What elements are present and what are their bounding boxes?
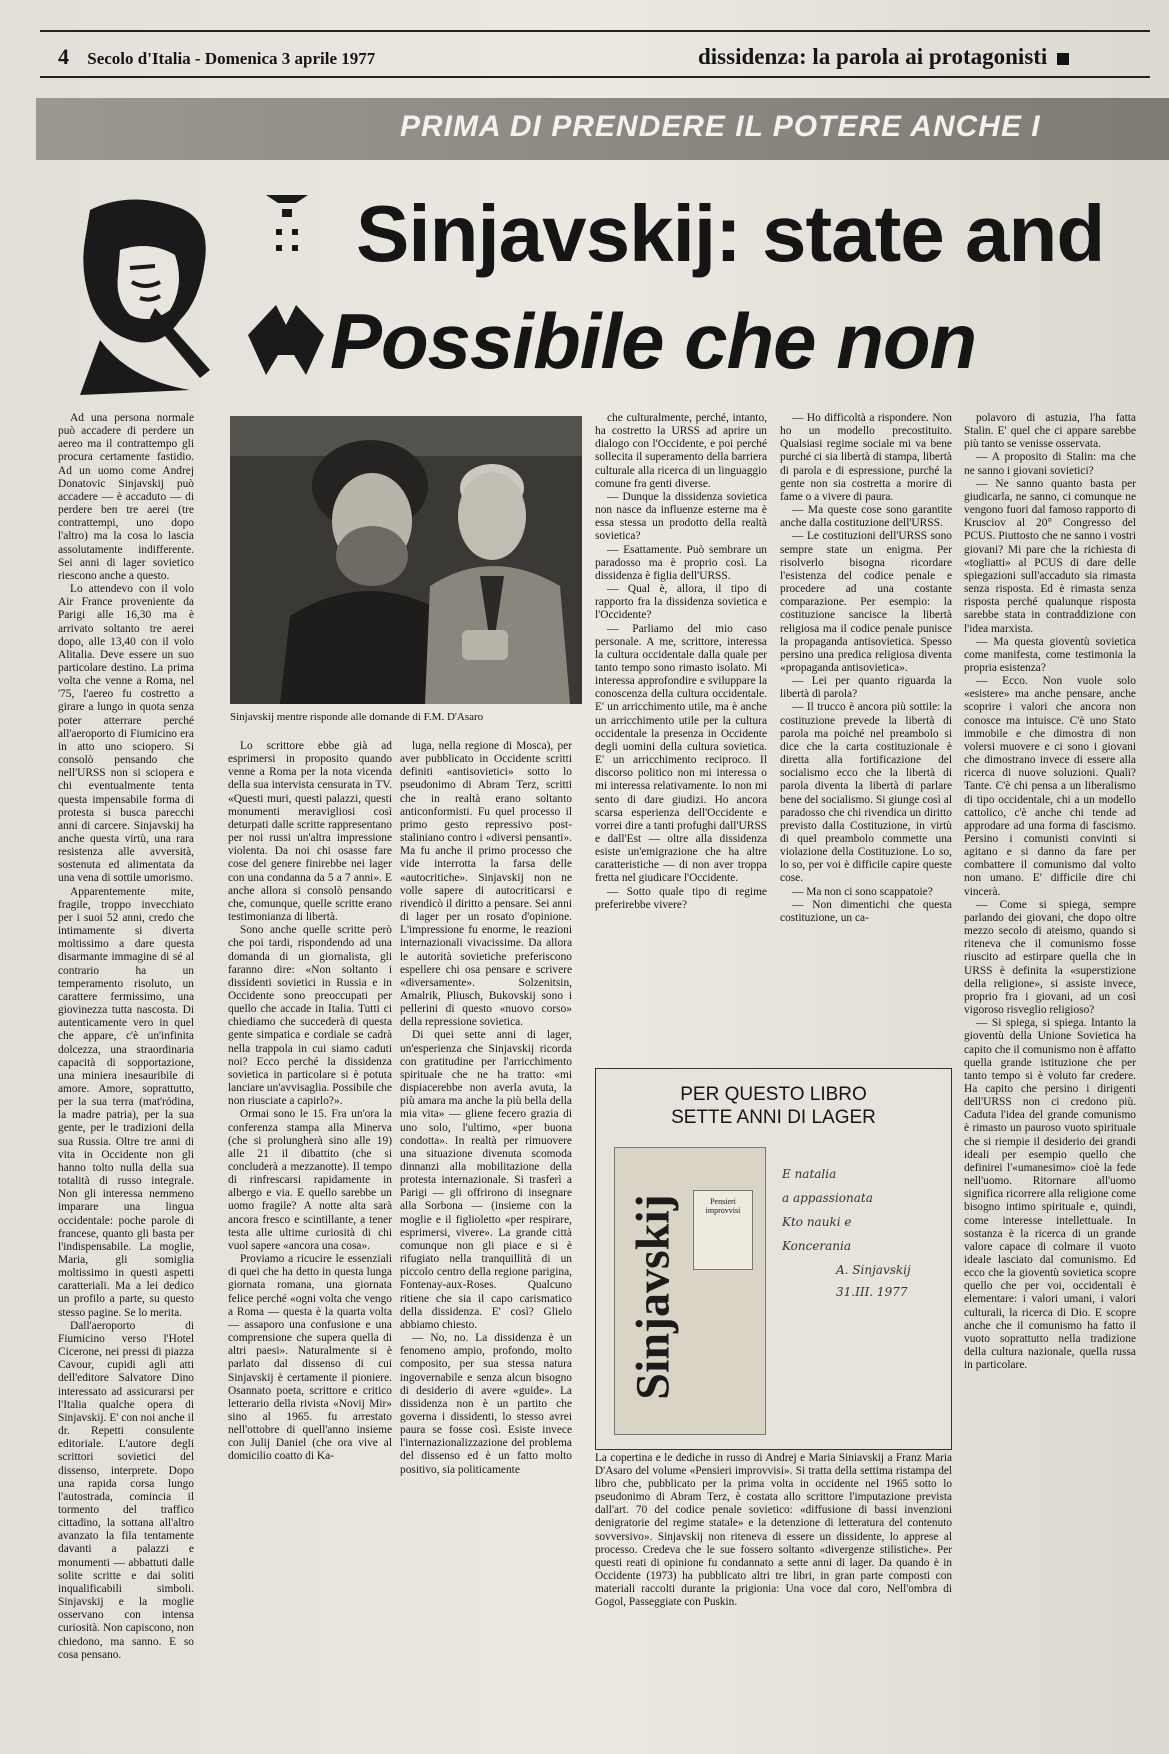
article-column-4 xyxy=(595,412,767,1062)
book-caption: La copertina e le dediche in russo di Andrej e Maria Siniavskij a Franz Maria D'Asaro del volume «Pensieri improvvisi». Si tratta della settima ristampa del libro che, pubblicato per la prima volta in occidente nel 1965 sotto lo pseudonimo di Abram Terz, è costata allo scrittore l'imputazione prevista dall'art. 70 del codice penale sovietico: «diffusione di bassi invenzioni denigratorie del regime statale» e la detenzione di letteratura del contenuto sovversivo». Sinjavskij non riteneva di essere un dissidente, lo apprese al processo. Credeva che le sue fossero soltanto «divergenze stilistiche». Per questi reati di opinione fu condannato a sette anni di lager. Da quando è in Occidente (1973) ha pubblicato altri tre libri, in gran parte composti con materiali raccolti durante la prigionia: Una voce dal coro, Nell'ombra di Gogol, Passeggiate con Puskin. xyxy=(595,1452,952,1609)
paragraph: Lo scrittore ebbe già ad esprimersi in proposito quando venne a Roma per la nota vicenda della sua intervista censurata in TV. «Questi muri, questi palazzi, questi monumenti meravigliosi così deturpati dalle scritte rappresentano per noi russi un'altra impressione violenta. Da noi chi osasse fare cose del genere finirebbe nei lager con una condanna da 5 a 7 anni». E anche allora si consolò pensando che, comunque, quelle scritte erano testimonianza di libertà. xyxy=(228,740,392,924)
paragraph: Di quei sette anni di lager, un'esperienza che Sinjavskij ricorda con gratitudine per l'arricchimento spirituale che ne ha tratto: «mi dispiacerebbe non averla avuta, la più amara ma anche la più bella della mia vita» — gliene fecero grazia di uno solo, l'ultimo, «per buona condotta». In realtà per rimuovere una situazione divenuta scomoda dinnanzi alla mobilitazione della protesta internazionale. Si trasferì a Parigi — gli offrirono di insegnare alla Sorbona — (insieme con la moglie e il figlioletto «per respirare, esprimersi, vivere». La grande città comunque non gli piace e si è rifugiato nella tranquillità di un piccolo centro della regione parigina, Fontenay-aux-Roses. Qualcuno ritiene che sia il capo carismatico della dissidenza. E' così? Glielo abbiamo chiesto. xyxy=(400,1029,572,1331)
paragraph: — Ma non ci sono scappatoie? xyxy=(792,885,933,898)
book-cover-spine xyxy=(623,1172,683,1422)
page-number: 4 xyxy=(58,44,69,69)
square-bullet-icon xyxy=(1057,53,1069,65)
book-cover-title: Sinjavskij xyxy=(626,1194,680,1400)
header-rule xyxy=(40,76,1150,78)
paragraph: Ormai sono le 15. Fra un'ora la conferenza stampa alla Minerva (che si prolungherà sino alle 19) alle 21 il dibattito (che si concluderà a mezzanotte). Il tempo di rinfrescarsi rapidamente in albergo e via. E quello sarebbe un uomo fragile? A notte alta sarà ancora fresco e scintillante, a tener testa alle ultime curiosità di chi vuol sapere «ancora una cosa». xyxy=(228,1108,392,1252)
kicker-text: PRIMA DI PRENDERE IL POTERE ANCHE I xyxy=(400,110,1041,143)
paragraph: — Ma questa gioventù sovietica come manifesta, come testimonia la propria esistenza? xyxy=(964,635,1136,674)
paragraph: — Come si spiega, sempre parlando dei giovani, che dopo oltre mezzo secolo di ateismo, quando si riteneva che il comunismo fosse riuscito ad estirpare quella che in URSS è definita la «superstizione della religione», si assiste invece, proprio fra i giovani, ad un così vigoroso risveglio religioso? xyxy=(964,898,1136,1017)
paragraph: — A proposito di Stalin: ma che ne sanno i giovani sovietici? xyxy=(964,451,1136,477)
paragraph: — Parliamo del mio caso personale. A me, scrittore, interessa la cultura occidentale dalla quale per tanto tempo sono rimasto isolato. Mi interessa approfondire e sviluppare la conoscenza della cultura occidentale. E' un arricchimento utile, ma è anche un arricchimento utile per la cultura occidentale la presenza in Occidente degli uomini della cultura sovietica. E' un arricchimento reciproco. Il discorso politico non mi interessa o mi interessa relativamente. Io non mi sento di dare giudizi. Ho ancora scarsa esperienza dell'Occidente e vorrei dire a tanti profughi dall'URSS e dall'Est — oltre alla dissidenza esiste un'emigrazione che ha altre caratteristiche — di non aver troppa fretta nel giudicare l'Occidente. xyxy=(595,622,767,885)
dedication-line: Kto nauki e xyxy=(782,1215,852,1229)
paragraph: Apparentemente mite, fragile, troppo invecchiato per i suoi 52 anni, credo che intimamente si diverta moltissimo a dare questa disarmante immagine di sé al contrario ha un temperamento risoluto, un carattere fermissimo, una giovinezza tutta nascosta. Di autenticamente vero in quel che appare, c'è un'infinita dolcezza, una straordinaria capacità di sopportazione, una miniera inesauribile di amore. Amore, soprattutto, per la sua terra (mat'ródina, la madre patria), per la sua gente, per le tradizioni della sua Russia. Oltre tre anni di vita in Occidente non gli hanno tolto nulla della sua totalità di russo integrale. Non gli interessa nemmeno imparare una lingua occidentale: poche parole di francese, quanto gli basta per l'indispensabile. La moglie, Maria, gli somiglia moltissimo in questi aspetti caratteriali. Ma a lei dedico un profilo a parte, su questo stesso pagine. Se lo merita. xyxy=(58,885,194,1319)
kicker-banner xyxy=(36,98,1169,160)
dedication-line: E natalia xyxy=(782,1167,837,1181)
paragraph: Proviamo a ricucire le essenziali di quei che ha detto in questa lunga giornata romana, una giornata felice perché «ogni volta che vengo a Roma — questa è la quarta volta — assaporo una confusione e una comprensione che supera quella di altri paesi». Naturalmente si è parlato dal dissenso di cui Sinjavskij è certamente il pioniere. Osannato poeta, scrittore e critico letterario della rivista «Novij Mir» sino al 1965. fu arrestato nell'ottobre di quell'anno insieme con Julij Daniel (che ora vive al domicilio coatto di Ka- xyxy=(228,1253,392,1463)
paragraph: polavoro di astuzia, l'ha fatta Stalin. E' quel che ci appare sarebbe più tanto se venisse osservata. xyxy=(964,412,1136,451)
book-sidebar-box xyxy=(595,1068,952,1450)
paragraph: — Esattamente. Può sembrare un paradosso ma è proprio così. La dissidenza è figlia dell'URSS. xyxy=(595,543,767,582)
paragraph: — Lei per quanto riguarda la libertà di parola? xyxy=(780,675,952,701)
book-cover-subtitle: Pensieri improvvisi xyxy=(693,1190,753,1270)
headline-line-2: Possibile che non xyxy=(330,297,977,385)
dedication-line: a appassionata xyxy=(782,1191,873,1205)
article-column-5 xyxy=(780,412,952,1062)
dedication-line: Koncerania xyxy=(782,1239,852,1253)
paragraph: — Le costituzioni dell'URSS sono sempre state un enigma. Per risolverlo bisogna ricordare l'esistenza del codice penale e procedere ad una costante comparazione. Per esempio: la costituzione sancisce la libertà religiosa ma il codice penale punisce la propaganda antisovietica. Spesso persino una predica religiosa diventa «propaganda antisovietica». xyxy=(780,530,952,674)
paragraph: — Ho difficoltà a rispondere. Non ho un modello precostituito. Qualsiasi regime sociale mi va bene purché ci sia libertà di stampa, libertà di parola e di espressione, purché la gente non sia costretta a morire di fame o a vivere di paura. xyxy=(780,412,952,503)
article-column-3 xyxy=(400,740,572,1742)
book-box-title-line-1: PER QUESTO LIBRO xyxy=(680,1084,867,1105)
paragraph: Lo attendevo con il volo Air France proveniente da Parigi alle 16,30 ma è arrivato soltanto tre aerei dopo, alle 13,40 con il volo Alitalia. Deve essere un suo particolare destino. La prima volta che venne a Roma, nel '75, l'aereo fu costretto a girare a lungo in quota senza poter atterrare perché all'aeroporto di Fiumicino era in atto uno sciopero. Si consolò pensando che nell'URSS non si sciopera e chi eventualmente tenta questa impensabile forma di protesta si busca parecchi anni di carcere. Sinjavskij ha anche questa virtù, una rara resistenza alle avversità, sostenuta ed alimentata da una vena di sottile umorismo. xyxy=(58,583,194,885)
photo-image xyxy=(230,416,582,704)
paragraph: Dall'aeroporto di Fiumicino verso l'Hotel Cicerone, nei pressi di piazza Cavour, cupidi agli atti dell'editore Salvatore Dino interessato ad assicurarsi per l'Italia qualche opera di Sinjavskij. E' con noi anche il dr. Repetti consulente editoriale. L'autore degli scrittori sovietici del dissenso, interprete. Dopo una rapida corsa lungo l'autostrada, comincia il tormento del traffico cittadino, la sottana all'altro avanzato la fila tentamente davanti a palazzi e monumenti — abbattuti dalle solite scritte e dai soliti inqualificabili simboli. Sinjavskij e la moglie osservano con intensa curiosità. Non capiscono, non chiedono, ma sanno. E so cosa pensano. xyxy=(58,1319,194,1661)
book-box-title xyxy=(596,1083,951,1129)
paragraph: — Ma queste cose sono garantite anche dalla costituzione dell'URSS. xyxy=(780,504,952,530)
portrait-drawing-icon xyxy=(60,190,230,400)
top-rule xyxy=(40,30,1150,32)
paragraph: che culturalmente, perché, intanto, ha costretto la URSS ad aprire un dialogo con l'Occidente, e poi perché sollecita il superamento della barriera culturale alla ricerca di un linguaggio comune fra genti diverse. xyxy=(595,412,767,490)
dedication-line: 31.III. 1977 xyxy=(836,1285,908,1299)
section-title: dissidenza: la parola ai protagonisti xyxy=(698,44,1048,69)
handwritten-dedication xyxy=(776,1163,941,1433)
book-box-title-line-2: SETTE ANNI DI LAGER xyxy=(671,1107,876,1128)
paragraph: — Qual è, allora, il tipo di rapporto fra la dissidenza sovietica e l'Occidente? xyxy=(595,583,767,622)
article-column-1 xyxy=(58,412,194,1742)
paragraph: — Si spiega, si spiega. Intanto la gioventù della Unione Sovietica ha capito che il comunismo non è affatto quella grande istituzione che per tanto tempo si è voluto far credere. Ha capito che persino i dirigenti dell'URSS non ci credono più. Caduta l'idea del grande comunismo è rimasto un pauroso vuoto spirituale che si riempie il desiderio dei grandi ideali per esempio quello che definirei l'«umanesimo» cioè la fede nell'uomo. Ritornare all'uomo significa ricorrere alla religione come bisogno intimo spirituale e, quindi, come interesse intellettuale. In sostanza è la ricerca di un grande valore capace di colmare il vuoto ideale lasciato dal comunismo. Ed ecco che la gioventù sovietica scopre quello che per voi, occidentali è elementare: i valori umani, i valori culturali, la ricerca di Dio. E scopre anche che il comunismo ha fatto il vuoto soprattutto nella tradizione della cultura nazionale, quella russa in particolare. xyxy=(964,1017,1136,1372)
book-cover xyxy=(614,1147,766,1435)
ornament-icon xyxy=(246,195,326,385)
masthead: Secolo d'Italia - Domenica 3 aprile 1977 xyxy=(87,49,376,68)
paragraph: Sono anche quelle scritte però che poi tardi, rispondendo ad una domanda di un giornalista, gli faranno dire: «Non soltanto i dissidenti sovietici in Russia e in Occidente sono preoccupati per quello che accade in Italia. Tutti ci chiediamo che succederà di questa gente simpatica e cordiale se cadrà nella trappola in cui siamo caduti noi? Ecco perché la dissidenza sovietica in particolare si è potuta lanciare un'avvisaglia. Possibile che non riusciate a capirlo?». xyxy=(228,924,392,1108)
paragraph: — Dunque la dissidenza sovietica non nasce da influenze esterne ma è essa stessa un prodotto della realtà sovietica? xyxy=(595,490,767,543)
paragraph: — Non dimentichi che questa costituzione, un ca- xyxy=(780,898,952,924)
news-photo xyxy=(230,416,582,704)
paragraph: — No, no. La dissidenza è un fenomeno ampio, profondo, molto composito, per sua stessa natura ingovernabile e senza alcun bisogno di desiderio di avere «guide». La dissidenza non è un partito che governa i dissidenti, lo stesso avrei paura se fosse così. Esiste invece l'internazionalizzazione del problema del dissenso ed è un fatto molto positivo, sia politicamente xyxy=(400,1332,572,1476)
paragraph: Ad una persona normale può accadere di perdere un aereo ma il contrattempo gli procura certamente fastidio. Ad un uomo come Andrej Donatovic Sinjavskij può accadere — è accaduto — di perdere ben tre aerei (tre contrattempi, uno dopo l'altro) ma la cosa lo lascia assolutamente indifferente. Sei anni di lager sovietico riescono anche a questo. xyxy=(58,412,194,582)
paragraph: — Il trucco è ancora più sottile: la costituzione prevede la libertà di parola ma poiché nel preambolo si dice che la carta costituzionale è diretta alla fortificazione del socialismo ecco che la libertà di parola diventa la libertà di parlare bene del socialismo. Si giunge così al paradosso che chi rivendica un diritto previsto dalla Costituzione, in virtù di quel preambolo commette una violazione della Costituzione. Lo so, lo so, per voi è difficile capire queste cose. xyxy=(780,701,952,885)
headline-line-1: Sinjavskij: state and xyxy=(356,189,1105,278)
section-heading xyxy=(698,44,1069,70)
paragraph: — Ecco. Non vuole solo «esistere» ma anche pensare, anche scoprire i valori che ancora non conosce ma intuisce. C'è uno Stato immobile e che dimostra di non volersi muovere e ci sono i giovani che dimostrano invece di essere alla ricerca di nuove soluzioni. Quali? Tante. C'è chi pensa a un liberalismo di tipo occidentale, chi a un modello cattolico, c'è anche chi tende ad approdare ad una forma di fascismo. Persino i comunisti convinti si agitano e si danno da fare per combattere il comunismo dal volto non umano. E' difficile dire chi vincerà. xyxy=(964,675,1136,898)
photo-caption: Sinjavskij mentre risponde alle domande di F.M. D'Asaro xyxy=(230,711,484,723)
article-column-6 xyxy=(964,412,1136,1742)
paragraph: — Ne sanno quanto basta per giudicarla, ne sanno, ci comunque ne vengono fuori dal famoso rapporto di Krusciov al 20° Congresso del PCUS. Piuttosto che ne sanno i vostri giovani? Mi pare che la richiesta di «togliatti» al PCUS di dare delle spiegazioni sull'accaduto sia rimasta senza risposta. Ed è rimasta senza risposta perché qualunque risposta sarebbe stata in contraddizione con l'idea marxista. xyxy=(964,477,1136,635)
paragraph: luga, nella regione di Mosca), per aver pubblicato in Occidente scritti definiti «antisovietici» sotto lo pseudonimo di Abram Terz, scritti che in realtà erano soltanto anticonformisti. Fu quel processo il primo gesto repressivo post-staliniano contro i «diversi pensanti». Ma fu anche il primo processo che vide interrotta la farsa delle «autocritiche». Sinjavskij non ne volle sapere di autocriticarsi e rivendicò il diritto a pensare. Sei anni di lager per un rosato d'opinione. L'impressione fu enorme, le reazioni internazionali vivacissime. Da allora le autorità sovietiche preferiscono espellere chi osa pensare e scrivere «diversamente». Solzenitsin, Amalrik, Pliusch, Bukovskij sono i pellerini di questo «nuovo corso» della repressione sovietica. xyxy=(400,740,572,1029)
paragraph: — Sotto quale tipo di regime preferirebbe vivere? xyxy=(595,885,767,911)
folio xyxy=(58,44,375,70)
article-column-2 xyxy=(228,740,392,1742)
dedication-line: A. Sinjavskij xyxy=(836,1263,911,1277)
